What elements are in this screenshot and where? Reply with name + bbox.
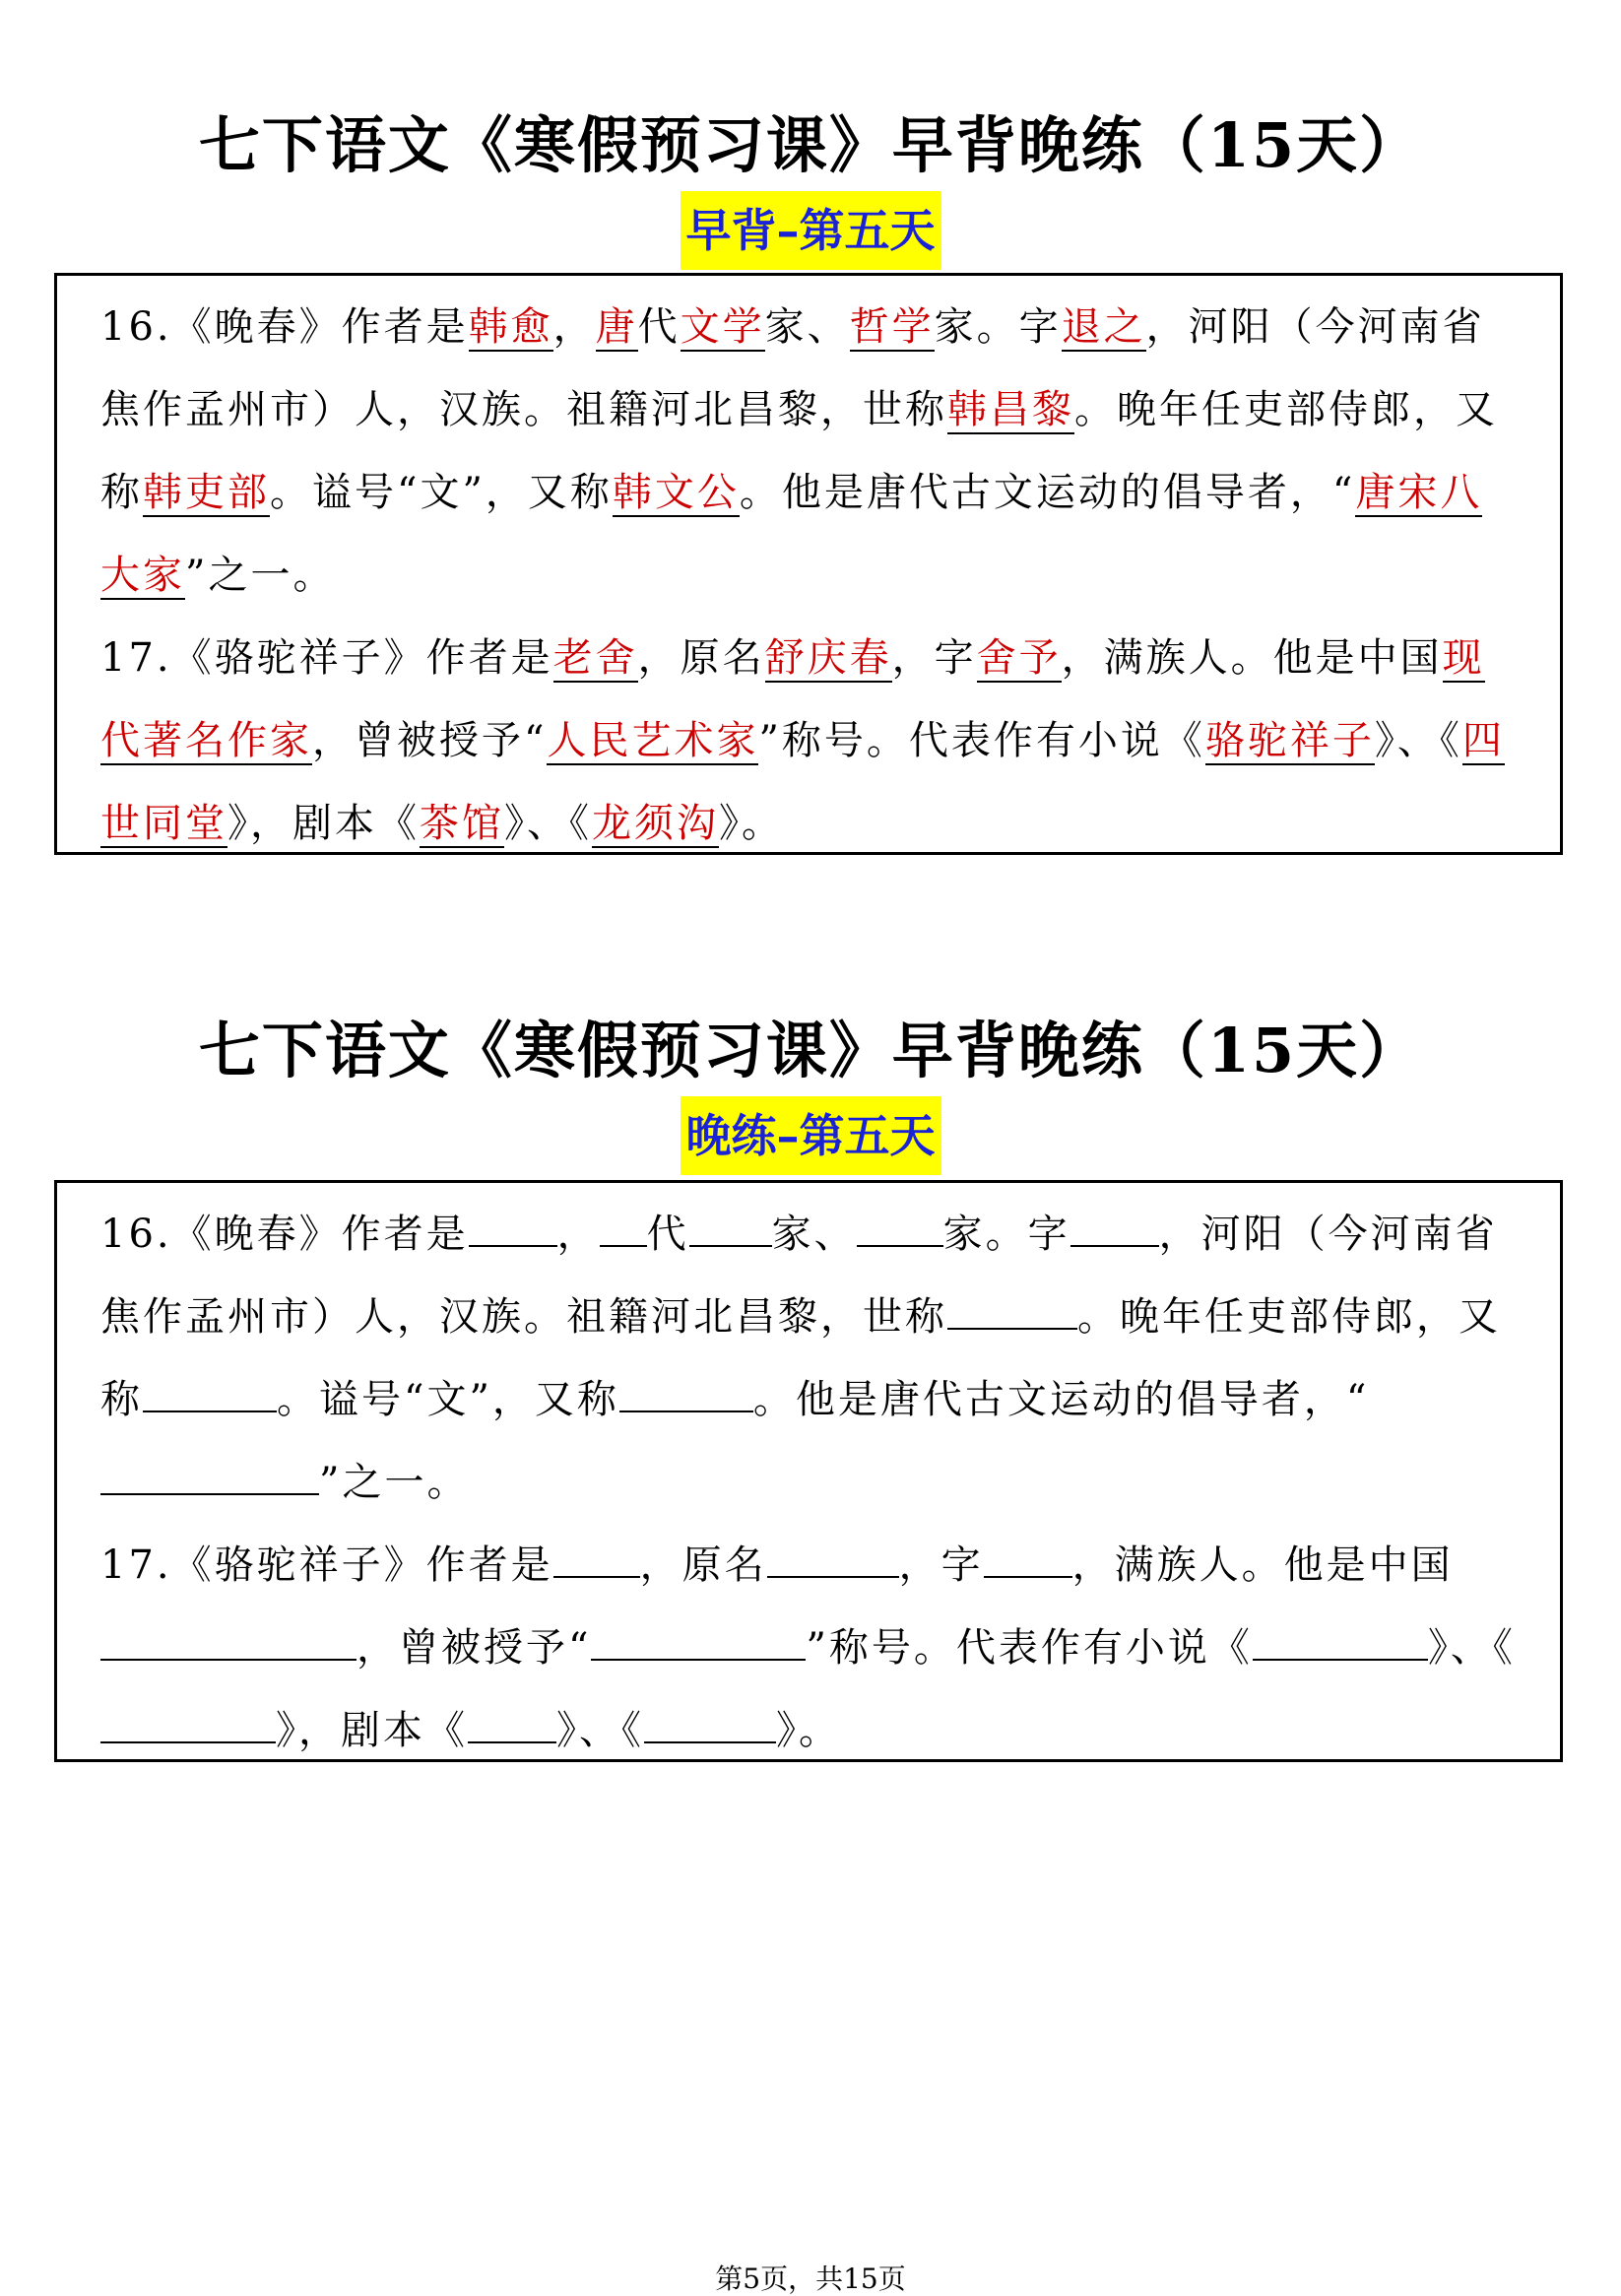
subtitle-wrap xyxy=(0,1096,1621,1175)
q-text: 》，剧本《 xyxy=(227,801,420,846)
q-text: 16.《晚春》作者是 xyxy=(100,1212,469,1257)
fill-blank[interactable] xyxy=(1070,1210,1159,1247)
q-text: 。谥号“文”，又称 xyxy=(270,470,613,515)
evening-question-16 xyxy=(100,1193,1524,1524)
q-text: 17.《骆驼祥子》作者是 xyxy=(100,1542,553,1588)
fill-blank[interactable] xyxy=(644,1706,776,1743)
q-text: 》。 xyxy=(719,801,784,846)
evening-exercise-box xyxy=(54,1180,1563,1762)
subtitle-wrap xyxy=(0,191,1621,270)
q-text: 。他是唐代古文运动的倡导者，“ xyxy=(739,470,1356,515)
q-text: ”称号。代表作有小说《 xyxy=(758,718,1205,763)
q-text: ，字 xyxy=(891,635,977,681)
q-text: 17.《骆驼祥子》作者是 xyxy=(100,635,553,681)
fill-blank[interactable] xyxy=(468,1706,556,1743)
fill-blank[interactable] xyxy=(984,1541,1072,1578)
q-text: 》、《 xyxy=(504,801,592,846)
answer: 韩吏部 xyxy=(143,470,270,515)
q-text: 。晚年任吏部侍郎，又称 xyxy=(100,1294,1501,1422)
fill-blank[interactable] xyxy=(600,1210,647,1247)
answer: 四世同堂 xyxy=(100,718,1505,846)
q-text: ， xyxy=(556,1212,600,1257)
answer: 舒庆春 xyxy=(764,635,892,681)
answer: 人民艺术家 xyxy=(547,718,759,763)
answer: 韩愈 xyxy=(468,304,553,350)
q-text: ，字 xyxy=(898,1542,984,1588)
fill-blank[interactable] xyxy=(100,1706,276,1743)
morning-question-17 xyxy=(100,617,1524,865)
q-text: 家、 xyxy=(764,304,850,350)
page-title: 七下语文《寒假预习课》早背晚练（15天） xyxy=(198,109,1423,181)
q-text: 。晚年任吏部侍郎，又称 xyxy=(100,387,1498,515)
q-text: 代 xyxy=(637,304,681,350)
q-text: 》、《 xyxy=(1374,718,1462,763)
page-number: 第5页，共15页 xyxy=(715,2263,906,2295)
page-title-repeat: 七下语文《寒假预习课》早背晚练（15天） xyxy=(198,1015,1423,1086)
q-text: 家。字 xyxy=(934,304,1062,350)
answer: 茶馆 xyxy=(420,801,504,846)
fill-blank[interactable] xyxy=(857,1210,943,1247)
answer: 现代著名作家 xyxy=(100,635,1485,763)
answer: 骆驼祥子 xyxy=(1204,718,1375,763)
fill-blank[interactable] xyxy=(591,1623,806,1661)
q-text: 代 xyxy=(646,1212,689,1257)
answer: 老舍 xyxy=(552,635,638,681)
answer: 唐 xyxy=(595,304,638,350)
evening-question-17 xyxy=(100,1524,1524,1772)
answer: 龙须沟 xyxy=(592,801,719,846)
q-text: ”之一。 xyxy=(185,553,336,598)
fill-blank[interactable] xyxy=(1253,1623,1428,1661)
q-text: ， xyxy=(552,304,596,350)
morning-question-16 xyxy=(100,286,1524,617)
q-text: ，曾被授予“ xyxy=(312,718,548,763)
q-text: ”称号。代表作有小说《 xyxy=(806,1625,1253,1671)
q-text: 16.《晚春》作者是 xyxy=(100,304,469,350)
morning-answer-box xyxy=(54,273,1563,855)
q-text: 。谥号“文”，又称 xyxy=(277,1377,619,1422)
answer: 韩文公 xyxy=(612,470,740,515)
fill-blank[interactable] xyxy=(143,1375,277,1412)
fill-blank[interactable] xyxy=(100,1458,319,1495)
q-text: ，河阳（今河南省焦作孟州市）人，汉族。祖籍河北昌黎，世称 xyxy=(100,1212,1498,1340)
morning-day-label: 早背–第五天 xyxy=(681,191,941,270)
fill-blank[interactable] xyxy=(619,1375,753,1412)
q-text: ，原名 xyxy=(639,1542,767,1588)
answer: 舍予 xyxy=(976,635,1062,681)
q-text: 家、 xyxy=(771,1212,857,1257)
fill-blank[interactable] xyxy=(100,1623,357,1661)
q-text: 》，剧本《 xyxy=(276,1708,468,1753)
q-text: 。他是唐代古文运动的倡导者，“ xyxy=(752,1377,1370,1422)
answer: 韩昌黎 xyxy=(947,387,1074,432)
q-text: ，满族人。他是中国 xyxy=(1061,635,1443,681)
fill-blank[interactable] xyxy=(947,1292,1077,1330)
answer: 文学 xyxy=(680,304,765,350)
fill-blank[interactable] xyxy=(767,1541,899,1578)
q-text: ”之一。 xyxy=(319,1460,470,1505)
q-text: ，河阳（今河南省焦作孟州市）人，汉族。祖籍河北昌黎，世称 xyxy=(100,304,1485,432)
evening-day-label: 晚练–第五天 xyxy=(681,1096,941,1175)
answer: 退之 xyxy=(1061,304,1146,350)
answer: 唐宋八大家 xyxy=(100,470,1483,598)
q-text: ，满族人。他是中国 xyxy=(1071,1542,1454,1588)
fill-blank[interactable] xyxy=(469,1210,557,1247)
q-text: ，曾被授予“ xyxy=(357,1625,592,1671)
q-text: 》。 xyxy=(776,1708,841,1753)
q-text: 》、《 xyxy=(556,1708,644,1753)
q-text: 》、《 xyxy=(1427,1625,1516,1671)
q-text: 家。字 xyxy=(942,1212,1070,1257)
answer: 哲学 xyxy=(849,304,935,350)
q-text: ，原名 xyxy=(637,635,765,681)
fill-blank[interactable] xyxy=(553,1541,640,1578)
fill-blank[interactable] xyxy=(689,1210,772,1247)
